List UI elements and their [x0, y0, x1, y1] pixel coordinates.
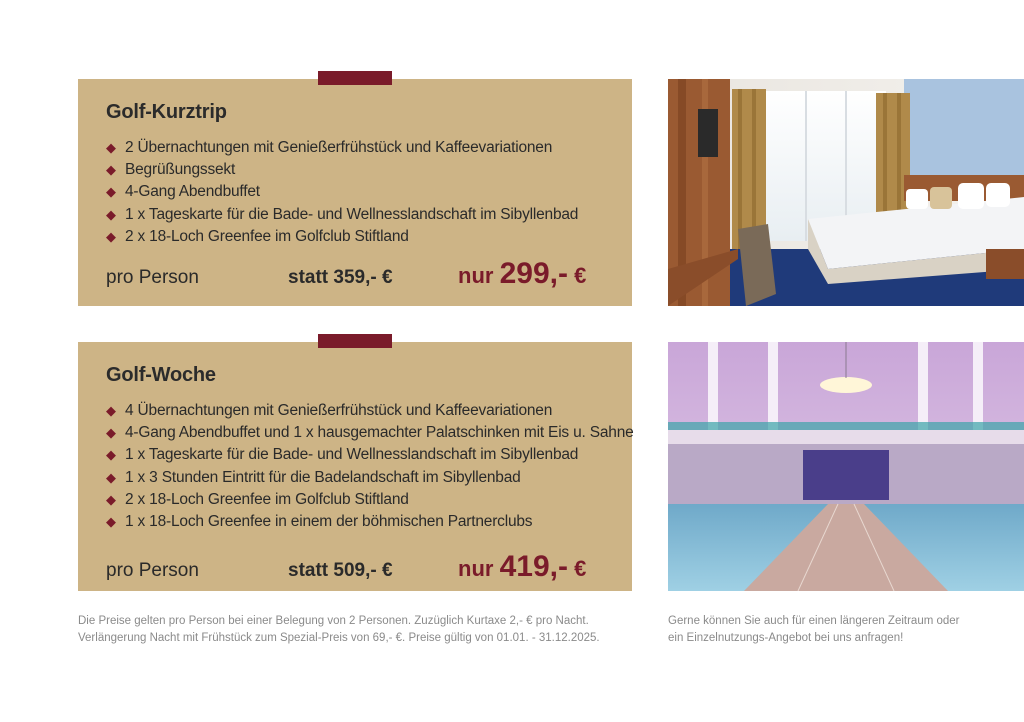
inquiry-note: Gerne können Sie auch für einen längeren Zeitraum oder ein Einzelnutzungs-Angebot bei uns anfragen!	[668, 615, 960, 644]
diamond-bullet-icon: ◆	[106, 469, 116, 485]
list-item: ◆ 4-Gang Abendbuffet und 1 x hausgemachter Palatschinken mit Eis u. Sahne	[106, 422, 634, 444]
list-item: ◆ 2 x 18-Loch Greenfee im Golfclub Stiftland	[106, 226, 578, 248]
list-item: ◆ 4 Übernachtungen mit Genießerfrühstück und Kaffeevariationen	[106, 400, 634, 422]
old-price: statt 509,- €	[288, 560, 393, 581]
package-title: Golf-Kurztrip	[106, 101, 227, 123]
list-item: ◆ 1 x Tageskarte für die Bade- und Wellnesslandschaft im Sibyllenbad	[106, 204, 578, 226]
diamond-bullet-icon: ◆	[106, 447, 116, 463]
list-item: ◆ 1 x 18-Loch Greenfee in einem der böhmischen Partnerclubs	[106, 511, 634, 533]
diamond-bullet-icon: ◆	[106, 403, 116, 418]
package-items	[106, 400, 634, 533]
price-note: Die Preise gelten pro Person bei einer Belegung von 2 Personen. Zuzüglich Kurtaxe 2,- € pro Nacht. Verlängerung Nacht mit Frühstück zum Spezial-Preis von 69,- €. Preise gültig von 01.01. - 31.12.2025.	[78, 615, 600, 644]
diamond-bullet-icon: ◆	[106, 140, 116, 155]
card-tab-accent	[318, 71, 392, 85]
diamond-bullet-icon: ◆	[106, 184, 116, 200]
per-person-label: pro Person	[106, 560, 199, 581]
diamond-bullet-icon: ◆	[106, 514, 116, 530]
price-row	[106, 255, 604, 295]
new-price: nur 419,- €	[458, 550, 587, 583]
list-item: ◆ 2 x 18-Loch Greenfee im Golfclub Stiftland	[106, 489, 634, 511]
diamond-bullet-icon: ◆	[106, 162, 116, 178]
price-row	[106, 548, 604, 588]
diamond-bullet-icon: ◆	[106, 228, 116, 244]
card-tab-accent	[318, 334, 392, 348]
list-item: ◆ 1 x 3 Stunden Eintritt für die Badelandschaft im Sibyllenbad	[106, 467, 634, 489]
list-item: ◆ 2 Übernachtungen mit Genießerfrühstück und Kaffeevariationen	[106, 137, 578, 159]
package-items	[106, 137, 578, 248]
list-item: ◆ 4-Gang Abendbuffet	[106, 181, 578, 203]
package-card-woche	[78, 342, 632, 591]
diamond-bullet-icon: ◆	[106, 425, 116, 441]
package-card-kurztrip	[78, 79, 632, 306]
diamond-bullet-icon: ◆	[106, 206, 116, 222]
per-person-label: pro Person	[106, 267, 199, 288]
old-price: statt 359,- €	[288, 267, 393, 288]
list-item: ◆ 1 x Tageskarte für die Bade- und Wellnesslandschaft im Sibyllenbad	[106, 444, 634, 466]
diamond-bullet-icon: ◆	[106, 491, 116, 507]
package-title: Golf-Woche	[106, 364, 216, 386]
new-price: nur 299,- €	[458, 257, 587, 290]
list-item: ◆ Begrüßungssekt	[106, 159, 578, 181]
hotel-room-photo	[668, 79, 1024, 306]
indoor-pool-photo	[668, 342, 1024, 591]
